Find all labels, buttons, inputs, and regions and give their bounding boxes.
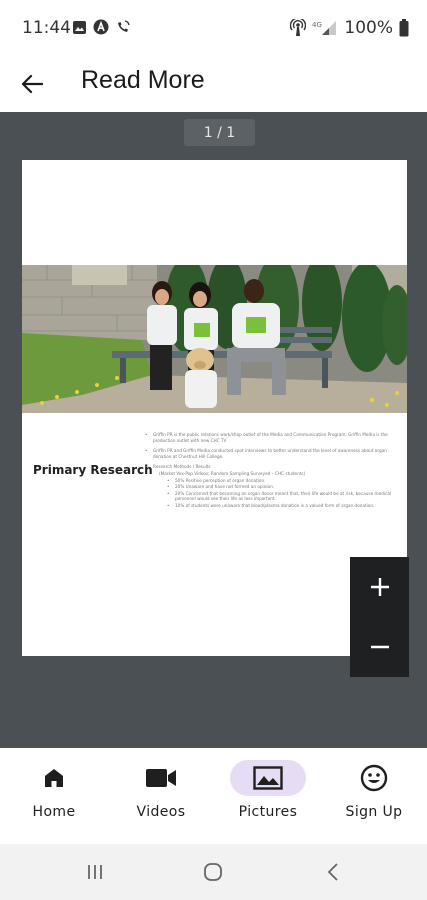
app-a-icon — [93, 19, 109, 35]
nav-item-pictures[interactable] — [223, 760, 313, 820]
bullet-item: • Griffin PR is the public relations work/shop outlet of the Media and Communication Program; Griffin Media is the production outlet with new CHC TV — [145, 432, 400, 443]
nav-pill — [336, 760, 412, 796]
page-indicator: 1 / 1 — [184, 119, 255, 146]
nav-item-signup[interactable] — [329, 760, 419, 820]
app-bar — [0, 56, 427, 112]
status-left-icons — [72, 19, 131, 35]
result-item: • 10% of students were unaware that blood/plasma donation is a valued form of organ donation. — [145, 503, 400, 509]
hotspot-icon — [290, 19, 306, 37]
zoom-out-button[interactable] — [350, 617, 409, 677]
home-circle-icon — [203, 862, 223, 882]
wifi-call-icon — [115, 19, 131, 35]
nav-pill-active — [230, 760, 306, 796]
document-bullets — [145, 432, 400, 510]
svg-text:4G: 4G — [312, 21, 323, 29]
nav-pill — [123, 760, 199, 796]
nav-label-home: Home — [32, 804, 76, 820]
nav-label-pictures: Pictures — [238, 804, 298, 820]
recent-apps-button[interactable] — [80, 860, 110, 884]
battery-icon — [399, 19, 409, 37]
result-item: • 50% Positive perception of organ donation. — [145, 478, 400, 484]
nav-item-videos[interactable] — [116, 760, 206, 820]
image-icon — [253, 766, 283, 790]
battery-percent: 100% — [344, 18, 393, 38]
status-bar — [0, 0, 427, 56]
arrow-back-icon — [21, 74, 43, 94]
zoom-controls — [350, 557, 409, 677]
system-nav-bar — [0, 844, 427, 900]
nav-item-home[interactable] — [9, 760, 99, 820]
nav-label-videos: Videos — [136, 804, 186, 820]
video-camera-icon — [145, 767, 177, 789]
system-back-button[interactable] — [318, 860, 348, 884]
minus-icon — [370, 637, 390, 657]
nav-label-signup: Sign Up — [345, 804, 403, 820]
recent-apps-icon — [85, 863, 105, 881]
plus-icon — [370, 577, 390, 597]
bottom-nav — [0, 748, 427, 844]
method-note: (Market Vox-Pop Videos; Random Sampling Surveyed – CHC students) — [159, 470, 306, 476]
signal-4g-icon — [312, 19, 338, 37]
pdf-viewer[interactable] — [0, 112, 427, 748]
smiley-icon — [360, 764, 388, 792]
result-item: • 20% Concerned that becoming an organ donor meant that, their life would be at risk, because medical personnel would see their life as less important. — [145, 491, 400, 502]
back-chevron-icon — [326, 862, 340, 882]
back-button[interactable] — [14, 66, 50, 102]
home-icon — [42, 766, 66, 790]
nav-pill — [16, 760, 92, 796]
status-time: 11:44 — [22, 18, 71, 38]
result-item: • 20% Unaware and have not formed an opinion. — [145, 484, 400, 490]
document-photo — [22, 265, 407, 413]
bullet-item: • Research Methods / Results — [145, 464, 400, 470]
status-right — [290, 18, 409, 38]
bullet-item: • Griffin PR and Griffin Media conducted spot interviews to better understand the level of awareness about organ donation at Chestnut Hill College. — [145, 448, 400, 459]
document-heading: Primary Research — [33, 463, 153, 477]
gallery-icon — [72, 20, 87, 35]
page-title: Read More — [81, 66, 205, 94]
system-home-button[interactable] — [198, 860, 228, 884]
zoom-in-button[interactable] — [350, 557, 409, 617]
